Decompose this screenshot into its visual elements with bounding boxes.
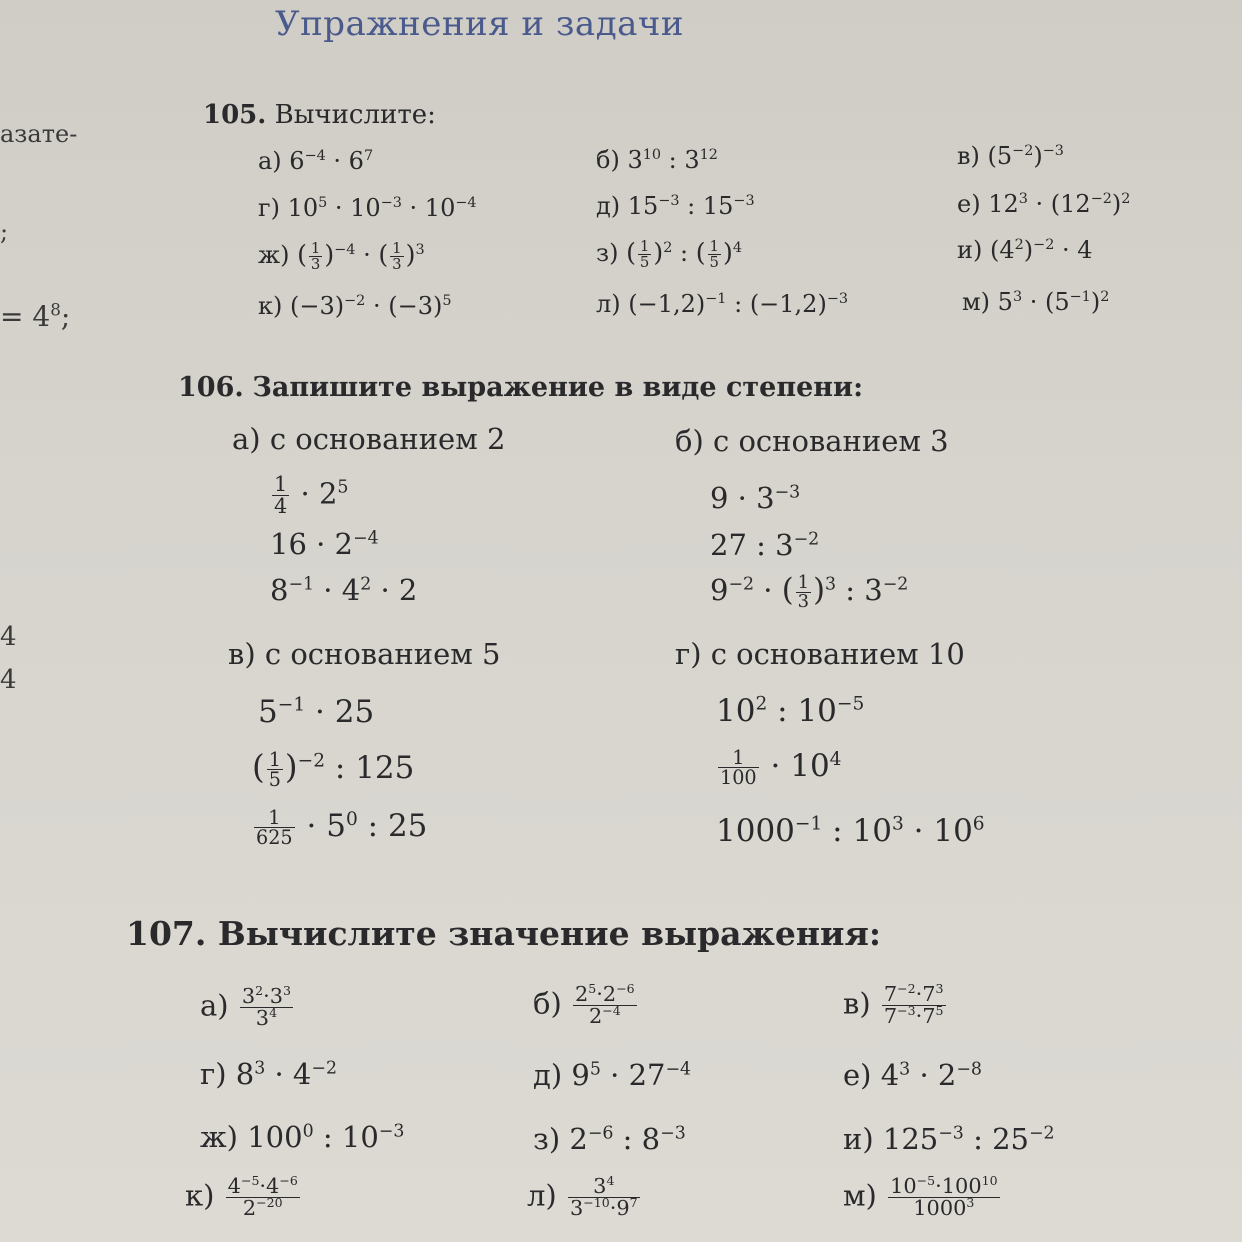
p106-label-v: в) с основанием 5 <box>228 637 501 671</box>
p105-item-zh: ж) ( $\frac{1}{3}$ )$^{-4}$ · ( $\frac{1}{3}$ )$^3$ <box>258 239 425 273</box>
p106-g-3: $1000^{-1}$ : $10^3 \cdot 10^6$ <box>716 813 985 849</box>
p105-item-g: г) $10^5 \cdot 10^{-3} \cdot 10^{-4}$ <box>258 194 477 222</box>
p107-item-b: б) $\frac{2^5\cdot 2^{-6}}{2^{-4}}$ <box>533 981 635 1028</box>
p105-item-k: к) $(-3)^{-2} \cdot (-3)^5$ <box>258 292 452 320</box>
problem-106-title: 106. Запишите выражение в виде степени: <box>178 372 864 403</box>
p105-item-b: б) $3^{10}$ : $3^{12}$ <box>596 146 718 174</box>
margin-fragment: ; <box>0 218 9 246</box>
p107-item-l: л) $\frac{3^4}{3^{-10}\cdot 9^7}$ <box>527 1173 638 1220</box>
p106-a-2: $16 \cdot 2^{-4}$ <box>270 527 379 561</box>
p107-item-zh: ж) $100^0$ : $10^{-3}$ <box>200 1120 405 1154</box>
p107-item-g: г) $8^3 \cdot 4^{-2}$ <box>200 1057 338 1091</box>
problem-105-title: 105. Вычислите: <box>203 100 436 130</box>
p105-item-v: в) $(5^{-2})^{-3}$ <box>957 142 1064 170</box>
p105-item-a: а) $6^{-4} \cdot 6^7$ <box>258 147 374 175</box>
p107-item-z: з) $2^{-6}$ : $8^{-3}$ <box>533 1122 686 1156</box>
p107-item-a: а) $\frac{3^2\cdot 3^3}{3^4}$ <box>200 983 291 1030</box>
p107-item-m: м) $\frac{10^{-5}\cdot 100^{10}}{1000^3}$ <box>843 1173 998 1220</box>
p105-item-e: е) $12^3 \cdot (12^{-2})^2$ <box>957 190 1131 218</box>
p106-v-2: ( $\frac{1}{5}$ )$^{-2}$ : 125 <box>252 747 415 791</box>
p106-v-1: $5^{-1} \cdot 25$ <box>258 694 375 730</box>
p106-a-3: $8^{-1} \cdot 4^2 \cdot 2$ <box>270 573 418 607</box>
p105-item-z: з) ( $\frac{1}{5}$ )$^2$ : ( $\frac{1}{5}$ )$^4$ <box>596 237 742 271</box>
p106-v-3: $\frac{1}{625}$ · $5^0$ : 25 <box>256 806 428 850</box>
p105-item-l: л) $(-1,2)^{-1}$ : $(-1,2)^{-3}$ <box>596 290 849 318</box>
p106-label-b: б) с основанием 3 <box>675 424 949 458</box>
p106-a-1: $\frac{1}{4}$ · $2^5$ <box>274 472 349 518</box>
p107-item-i: и) $125^{-3}$ : $25^{-2}$ <box>843 1122 1055 1156</box>
p105-item-m: м) $5^3 \cdot (5^{-1})^2$ <box>962 288 1110 316</box>
p107-item-k: к) $\frac{4^{-5}\cdot 4^{-6}}{2^{-20}}$ <box>185 1173 298 1220</box>
p107-item-d: д) $9^5 \cdot 27^{-4}$ <box>533 1058 692 1092</box>
page-header: Упражнения и задачи <box>275 4 685 44</box>
p106-label-a: а) с основанием 2 <box>232 422 506 456</box>
margin-fragment: 4 <box>0 665 17 695</box>
p106-g-1: $10^2$ : $10^{-5}$ <box>716 693 865 729</box>
p107-item-v: в) $\frac{7^{-2}\cdot 7^3}{7^{-3}\cdot 7^5}$ <box>843 981 944 1028</box>
margin-fragment: азате- <box>0 120 78 148</box>
p106-g-2: $\frac{1}{100}$ · $10^4$ <box>720 746 842 790</box>
p105-item-i: и) $(4^2)^{-2} \cdot 4$ <box>957 236 1093 264</box>
p106-b-1: $9 \cdot 3^{-3}$ <box>710 481 801 515</box>
p107-item-e: е) $4^3 \cdot 2^{-8}$ <box>843 1058 982 1092</box>
p105-item-d: д) $15^{-3}$ : $15^{-3}$ <box>596 192 755 220</box>
p106-label-g: г) с основанием 10 <box>675 637 965 671</box>
problem-107-title: 107. Вычислите значение выражения: <box>126 914 882 953</box>
margin-fragment: 4 <box>0 622 17 652</box>
p106-b-2: 27 : $3^{-2}$ <box>710 528 820 562</box>
p106-b-3: $9^{-2}$ · ( $\frac{1}{3}$ )$^3$ : $3^{-2}$ <box>710 571 909 612</box>
margin-fragment: = $4^8$; <box>0 299 71 333</box>
